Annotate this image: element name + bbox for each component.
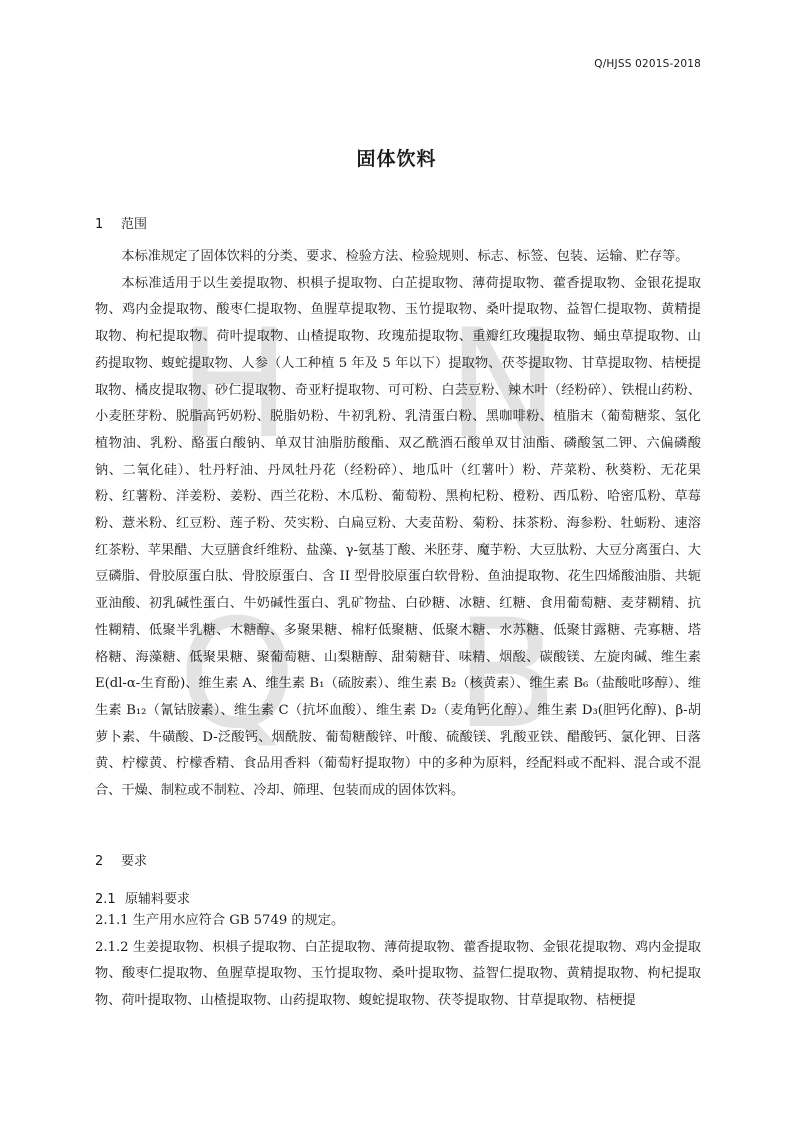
scope-paragraph-1: 本标准规定了固体饮料的分类、要求、检验方法、检验规则、标志、标签、包装、运输、贮存等。 <box>121 249 689 264</box>
section-1-heading <box>95 213 147 232</box>
page-title: 固体饮料 <box>356 148 437 170</box>
scope-paragraph-2: 本标准适用于以生姜提取物、枳椇子提取物、白芷提取物、薄荷提取物、藿香提取物、金银花提取物、鸡内金提取物、酸枣仁提取物、鱼腥草提取物、玉竹提取物、桑叶提取物、益智仁提取物、黄精提取物、枸杞提取物、荷叶提取物、山楂提取物、玫瑰茄提取物、重瓣红玫瑰提取物、蛹虫草提取物、山药提取物、蝮蛇提取物、人参（人工种植 5 年及 5 年以下）提取物、茯苓提取物、甘草提取物、桔梗提取物、橘皮提取物、砂仁提取物、奇亚籽提取物、可可粉、白芸豆粉、辣木叶（经粉碎）、铁棍山药粉、小麦胚芽粉、脱脂高钙奶粉、脱脂奶粉、牛初乳粉、乳清蛋白粉、黑咖啡粉、植脂末（葡萄糖浆、氢化植物油、乳粉、酪蛋白酸钠、单双甘油脂肪酸酯、双乙酰酒石酸单双甘油酯、磷酸氢二钾、六偏磷酸钠、二氧化硅）、牡丹籽油、丹凤牡丹花（经粉碎）、地瓜叶（红薯叶）粉、芹菜粉、秋葵粉、无花果粉、红薯粉、洋姜粉、姜粉、西兰花粉、木瓜粉、葡萄粉、黑枸杞粉、橙粉、西瓜粉、哈密瓜粉、草莓粉、薏米粉、红豆粉、莲子粉、芡实粉、白扁豆粉、大麦苗粉、菊粉、抹茶粉、海参粉、牡蛎粉、速溶红茶粉、苹果醋、大豆膳食纤维粉、盐藻、γ-氨基丁酸、米胚芽、魔芋粉、大豆肽粉、大豆分离蛋白、大豆磷脂、骨胶原蛋白肽、骨胶原蛋白、含 II 型骨胶原蛋白软骨粉、鱼油提取物、花生四烯酸油脂、共轭亚油酸、初乳碱性蛋白、牛奶碱性蛋白、乳矿物盐、白砂糖、冰糖、红糖、食用葡萄糖、麦芽糊精、抗性糊精、低聚半乳糖、木糖醇、多聚果糖、棉籽低聚糖、低聚木糖、水苏糖、低聚甘露糖、壳寡糖、塔格糖、海藻糖、低聚果糖、聚葡萄糖、山梨糖醇、甜菊糖苷、味精、烟酸、碳酸镁、左旋肉碱、维生素 E(dl-α-生育酚)、维生素 A、维生素 B₁（硫胺素）、维生素 B₂（核黄素）、维生素 B₆（盐酸吡哆醇）、维生素 B₁₂（氰钴胺素）、维生素 C（抗坏血酸）、维生素 D₂（麦角钙化醇）、维生素 D₃(胆钙化醇)、β-胡萝卜素、牛磺酸、D-泛酸钙、烟酰胺、葡萄糖酸锌、叶酸、硫酸镁、乳酸亚铁、醋酸钙、氯化钾、日落黄、柠檬黄、柠檬香精、食品用香料（葡萄籽提取物）中的多种为原料，经配料或不配料、混合或不混合、干燥、制粒或不制粒、冷却、筛理、包装而成的固体饮料。 <box>95 275 701 799</box>
watermark-letter-h: H <box>178 298 291 472</box>
section-1-body <box>95 244 701 805</box>
section-2-1-number: 2.1 <box>95 892 116 907</box>
section-2-1-heading <box>95 888 190 907</box>
section-2-title: 要求 <box>121 854 148 869</box>
section-2-1-body <box>95 908 701 1015</box>
watermark-letter-b: B <box>455 588 558 762</box>
watermark-letter-q: Q <box>178 588 297 762</box>
document-code: Q/HJSS 0201S-2018 <box>594 58 701 70</box>
section-2-number: 2 <box>95 854 104 869</box>
section-2-heading <box>95 850 147 869</box>
section-2-1-title: 原辅料要求 <box>125 892 191 907</box>
section-1-number: 1 <box>95 217 104 232</box>
section-1-title: 范围 <box>121 217 148 232</box>
requirement-item-2-1-2: 2.1.2 生姜提取物、枳椇子提取物、白芷提取物、薄荷提取物、藿香提取物、金银花提取物、鸡内金提取物、酸枣仁提取物、鱼腥草提取物、玉竹提取物、桑叶提取物、益智仁提取物、黄精提取物、枸杞提取物、荷叶提取物、山楂提取物、山药提取物、蝮蛇提取物、茯苓提取物、甘草提取物、桔梗提 <box>95 939 701 1009</box>
watermark-letter-n: N <box>447 298 560 472</box>
requirement-item-2-1-1: 2.1.1 生产用水应符合 GB 5749 的规定。 <box>95 913 345 928</box>
